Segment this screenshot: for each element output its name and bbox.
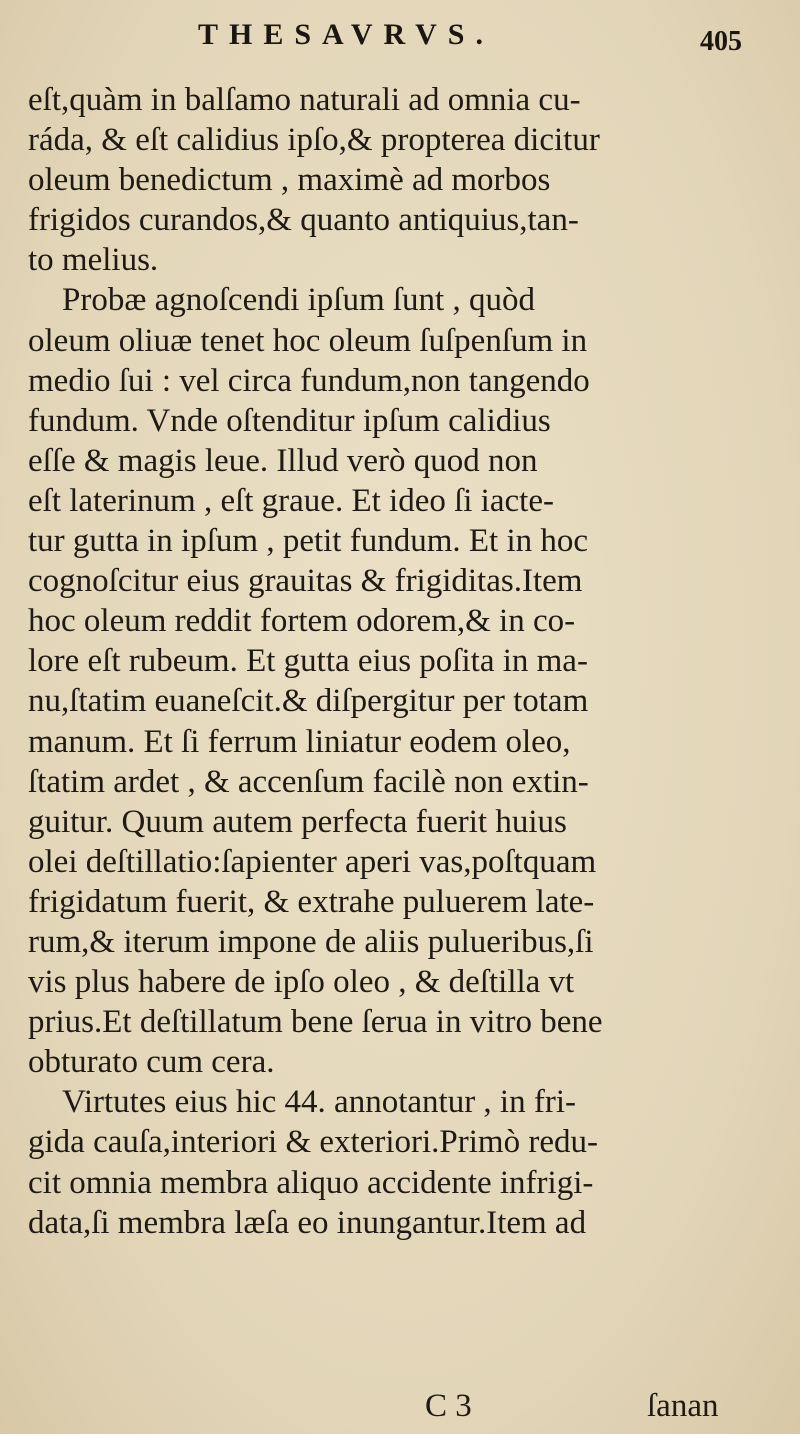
catchword: ſanan bbox=[647, 1388, 719, 1424]
text-line: data,ſi membra læſa eo inungantur.Item ad bbox=[28, 1204, 587, 1241]
text-line: prius.Et deſtillatum bene ſerua in vitro bene bbox=[28, 1004, 603, 1041]
page-number: 405 bbox=[700, 26, 742, 57]
text-line: to melius. bbox=[28, 242, 159, 279]
signature-mark: C 3 bbox=[425, 1388, 472, 1424]
text-line: guitur. Quum autem perfecta fuerit huius bbox=[28, 803, 567, 840]
text-line: cit omnia membra aliquo accidente infrigi- bbox=[28, 1164, 594, 1201]
text-line: rum,& iterum impone de aliis pulueribus,ſi bbox=[28, 923, 594, 960]
body-text bbox=[28, 80, 778, 1243]
text-line: eſſe & magis leue. Illud verò quod non bbox=[28, 442, 538, 479]
text-line: obturato cum cera. bbox=[28, 1044, 275, 1081]
text-line: cognoſcitur eius grauitas & frigiditas.Item bbox=[28, 563, 583, 600]
text-line: eſt laterinum , eſt graue. Et ideo ſi iacte- bbox=[28, 482, 554, 519]
text-line: medio ſui : vel circa fundum,non tangendo bbox=[28, 362, 590, 399]
text-line: manum. Et ſi ferrum liniatur eodem oleo, bbox=[28, 723, 571, 760]
running-head bbox=[0, 14, 800, 64]
text-line: oleum benedictum , maximè ad morbos bbox=[28, 162, 551, 199]
text-line: ráda, & eſt calidius ipſo,& propterea dicitur bbox=[28, 122, 600, 159]
text-line: nu,ſtatim euaneſcit.& diſpergitur per totam bbox=[28, 683, 589, 720]
text-line: tur gutta in ipſum , petit fundum. Et in hoc bbox=[28, 523, 589, 560]
text-line: gida cauſa,interiori & exteriori.Primò redu- bbox=[28, 1124, 598, 1161]
text-line: fundum. Vnde oſtenditur ipſum calidius bbox=[28, 402, 551, 439]
text-line: Probæ agnoſcendi ipſum ſunt , quòd bbox=[62, 282, 535, 319]
text-line: Virtutes eius hic 44. annotantur , in fri- bbox=[62, 1084, 576, 1121]
running-title: THESAVRVS. bbox=[198, 18, 494, 51]
catchline bbox=[0, 1388, 800, 1428]
text-line: vis plus habere de ipſo oleo , & deſtilla vt bbox=[28, 964, 575, 1001]
text-line: eſt,quàm in balſamo naturali ad omnia cu- bbox=[28, 82, 581, 118]
text-line: frigidos curandos,& quanto antiquius,tan- bbox=[28, 202, 579, 239]
text-line: olei deſtillatio:ſapienter aperi vas,poſtquam bbox=[28, 843, 597, 880]
text-line: frigidatum fuerit, & extrahe puluerem late- bbox=[28, 883, 595, 920]
text-line: lore eſt rubeum. Et gutta eius poſita in ma- bbox=[28, 643, 588, 680]
text-line: oleum oliuæ tenet hoc oleum ſuſpenſum in bbox=[28, 322, 588, 359]
text-line: ſtatim ardet , & accenſum facilè non extin- bbox=[28, 763, 589, 800]
text-line: hoc oleum reddit fortem odorem,& in co- bbox=[28, 603, 576, 640]
